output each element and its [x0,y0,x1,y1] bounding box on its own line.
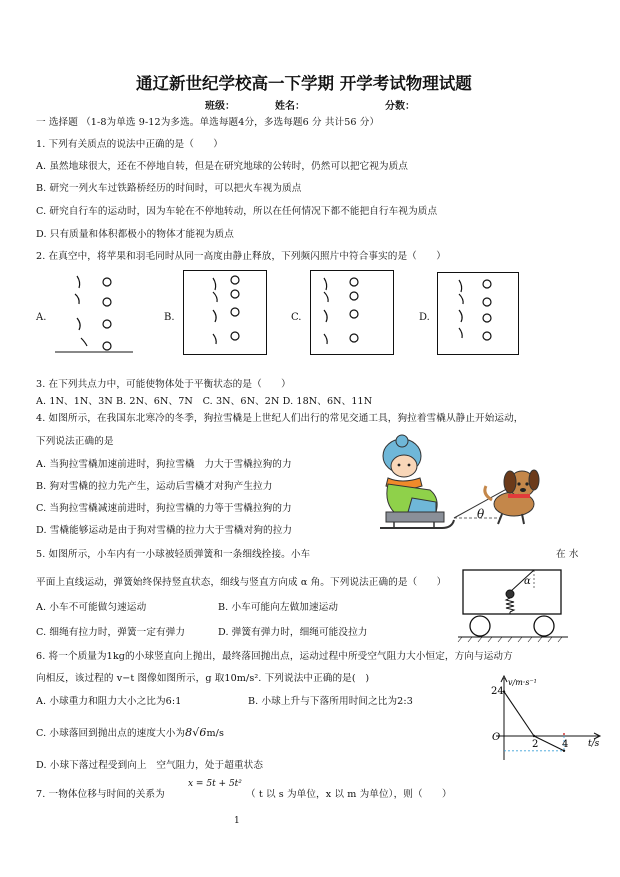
q6-stem-line1: 6. 将一个质量为1kg的小球竖直向上抛出，最终落回抛出点，运动过程中所受空气阻力大小恒定，方向与运动方 [36,651,513,662]
q2-label-c: C. [291,312,302,323]
q5-stem-line2: 平面上直线运动，弹簧始终保持竖直状态，细线与竖直方向成 α 角。下列说法正确的是（ ） [36,577,447,588]
q1-stem: 1. 下列有关质点的说法中正确的是（ ） [36,139,223,150]
q4-option-b: B. 狗对雪橇的拉力先产生，运动后雪橇才对狗产生拉力 [36,481,273,492]
q4-option-d: D. 雪橇能够运动是由于狗对雪橇的拉力大于雪橇对狗的拉力 [36,525,293,536]
q6-stem-line2: 向相反，该过程的 v−t 图像如图所示，g 取10m/s². 下列说法中正确的是( ) [36,673,370,684]
vt-x-tick-4: 4 [562,739,569,750]
q7-formula: x = 5t + 5t² [188,779,242,789]
q6-option-b: B. 小球上升与下落所用时间之比为2:3 [248,696,413,707]
q4-stem-line2: 下列说法正确的是 [36,436,114,447]
q3-stem: 3. 在下列共点力中，可能使物体处于平衡状态的是（ ） [36,379,291,390]
q2-stem: 2. 在真空中，将苹果和羽毛同时从同一高度由静止释放，下列频闪照片中符合事实的是（ ） [36,251,446,262]
q2-figure-a [55,268,135,356]
score-label: 分数： [385,101,415,112]
class-label: 班级： [205,101,235,112]
q5-angle-label: α [524,576,531,587]
cart-figure [458,566,570,644]
q6-option-d: D. 小球下落过程受到向上 空气阻力，处于超重状态 [36,760,264,771]
q5-stem-line1: 5. 如图所示，小车内有一小球被轻质弹簧和一条细线拴接。小车 [36,549,311,560]
q6-option-c [36,725,224,739]
q6-option-a: A. 小球重力和阻力大小之比为6:1 [36,696,182,707]
q4-stem-line1: 4. 如图所示，在我国东北寒冷的冬季，狗拉雪橇是上世纪人们出行的常见交通工具，狗拉着雪橇从静止开始运动， [36,413,524,424]
page-title: 通辽新世纪学校高一下学期 开学考试物理试题 [136,74,472,93]
vt-xlabel: t/s [588,739,600,749]
q1-option-d: D. 只有质量和体积都极小的物体才能视为质点 [36,229,234,240]
vt-segment-1 [504,692,534,736]
vt-ylabel: v/m·s⁻¹ [508,678,537,687]
q5-option-c: C. 细绳有拉力时，弹簧一定有弹力 [36,627,186,638]
q2-label-b: B. [164,312,175,323]
q2-figure-b [183,270,267,356]
vt-x-tick-2: 2 [532,739,539,750]
q2-label-a: A. [36,312,47,323]
q5-option-b: B. 小车可能向左做加速运动 [218,602,339,613]
dog-sled-illustration [372,432,542,544]
vt-segment-2 [534,736,564,751]
q3-options: A. 1N、1N、3N B. 2N、6N、7N C. 3N、6N、2N D. 18N、6N、11N [36,396,373,407]
q6-option-c-value: 8√6 [185,726,207,739]
q5-option-a: A. 小车不可能做匀速运动 [36,602,147,613]
q1-option-a: A. 虽然地球很大，还在不停地自转，但是在研究地球的公转时，仍然可以把它视为质点 [36,161,408,172]
vt-marker [563,733,565,735]
q5-stem-tail: 在 水 [556,549,579,560]
q7-stem-pre: 7. 一物体位移与时间的关系为 [36,789,165,800]
vt-chart [482,672,606,770]
q2-figure-d [437,272,519,356]
q7-stem-post: （ t 以 s 为单位，x 以 m 为单位），则（ ） [246,789,452,800]
q2-figure-c [310,270,394,356]
page-number: 1 [234,816,240,826]
name-label: 姓名： [275,101,305,112]
q1-option-c: C. 研究自行车的运动时，因为车轮在不停地转动，所以在任何情况下都不能把自行车视为质点 [36,206,438,217]
vt-point-2 [533,735,535,737]
section-heading: 一 选择题 （1-8为单选 9-12为多选。单选每题4分，多选每题6 分 共计56 分） [36,117,380,128]
q1-option-b: B. 研究一列火车过铁路桥经历的时间时，可以把火车视为质点 [36,183,302,194]
q5-option-d: D. 弹簧有弹力时，细绳可能没拉力 [218,627,368,638]
q4-angle-label: θ [477,507,485,521]
q6-option-c-text: C. 小球落回到抛出点的速度大小为 [36,728,186,739]
vt-y-tick: 24 [491,686,504,697]
q4-option-a: A. 当狗拉雪橇加速前进时，狗拉雪橇 力大于雪橇拉狗的力 [36,459,292,470]
q6-option-c-unit: m/s [206,728,224,739]
vt-origin: O [492,732,501,743]
q2-label-d: D. [419,312,430,323]
q4-option-c: C. 当狗拉雪橇减速前进时，狗拉雪橇的力等于雪橇拉狗的力 [36,503,292,514]
